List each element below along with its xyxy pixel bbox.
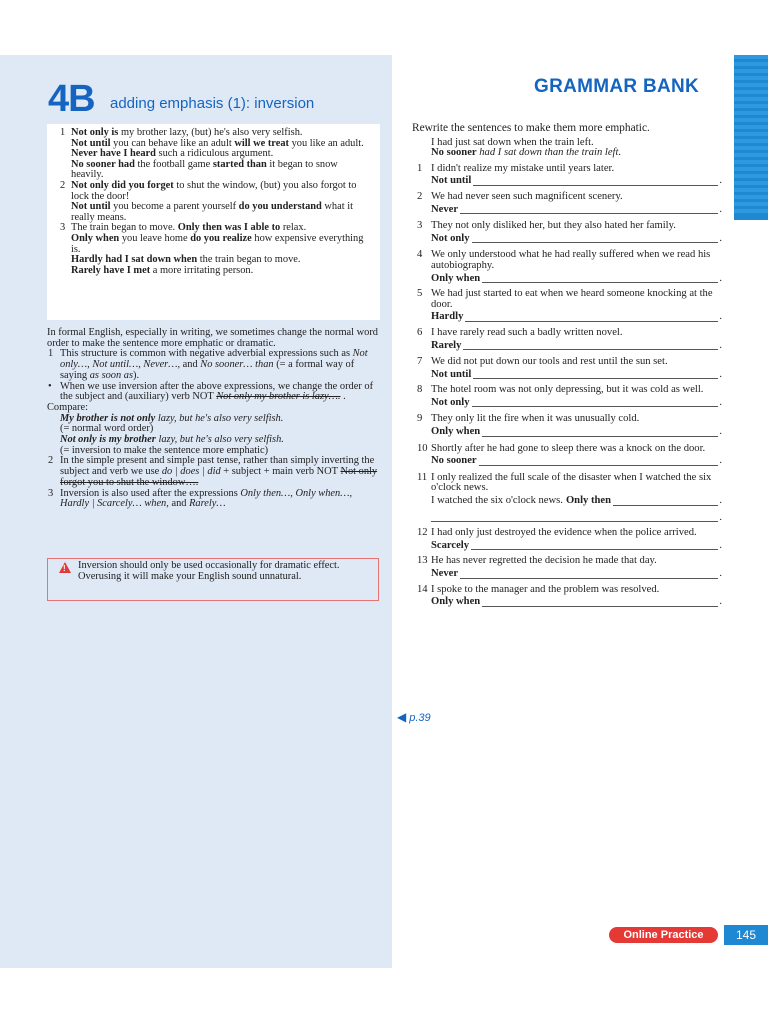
question-number: 12 xyxy=(417,527,428,539)
page-number: 145 xyxy=(724,925,768,945)
answer-line[interactable]: Only when . xyxy=(431,596,722,608)
example-line: Not only did you forget to shut the window, (but) you also forgot to lock the door! xyxy=(71,179,357,202)
exercise-question xyxy=(412,385,722,408)
question-number: 7 xyxy=(417,356,423,368)
example-line: Not until you can behave like an adult will we treat you like an adult. xyxy=(71,137,364,149)
question-number: 3 xyxy=(417,220,423,232)
answer-line[interactable]: I watched the six o'clock news. Only then . xyxy=(431,495,722,507)
back-arrow-icon: ◀ xyxy=(397,710,407,724)
answer-line[interactable]: Only when . xyxy=(431,272,722,284)
warning-box xyxy=(47,558,379,601)
compare-2: Not only is my brother lazy, but he's also very selfish. xyxy=(60,434,284,446)
example-group-3 xyxy=(61,223,370,276)
example-group-1 xyxy=(61,128,370,181)
answer-line[interactable]: Not until . xyxy=(431,175,722,187)
answer-blank[interactable] xyxy=(482,274,718,283)
example-line: The train began to move. Only then was I able to relax. xyxy=(71,222,307,234)
question-number: 6 xyxy=(417,326,423,338)
exercise-example: I had just sat down when the train left. No sooner had I sat down than the train left. xyxy=(431,136,622,159)
example-line: Only when you leave home do you realize how expensive everything is. xyxy=(71,232,364,255)
exercise xyxy=(412,123,722,608)
exercise-question xyxy=(412,585,722,608)
question-number: 2 xyxy=(417,190,423,202)
answer-blank[interactable] xyxy=(472,398,719,407)
warning-icon: ! xyxy=(59,562,71,573)
note-2: 2 In the simple present and simple past tense, rather than simply inverting the subject and verb we use do | does | did + subject + main verb NOT Not only forgot you to shut the window…. xyxy=(48,455,378,488)
question-text: We only understood what he had really suffered when we read his autobiography. xyxy=(431,249,711,271)
question-text: I spoke to the manager and the problem was resolved. xyxy=(431,583,660,595)
question-text: I didn't realize my mistake until years later. xyxy=(431,162,615,174)
exercise-question xyxy=(412,192,722,215)
warning-text: Inversion should only be used occasionally for dramatic effect. Overusing it will make your English sound unnatural. xyxy=(78,560,340,582)
question-text: They only lit the fire when it was unusually cold. xyxy=(431,413,640,425)
question-text: We did not put down our tools and rest until the sun set. xyxy=(431,356,668,368)
answer-blank[interactable] xyxy=(473,177,718,186)
answer-line[interactable]: Not until . xyxy=(431,368,722,380)
question-number: 11 xyxy=(417,471,428,483)
answer-blank[interactable] xyxy=(473,370,718,379)
question-number: 4 xyxy=(417,249,423,261)
question-number: 1 xyxy=(417,162,423,174)
answer-line[interactable]: Scarcely . xyxy=(431,539,722,551)
answer-line-extra[interactable]: . xyxy=(431,513,722,524)
exercise-instruction: Rewrite the sentences to make them more emphatic. xyxy=(412,122,650,134)
answer-line[interactable]: No sooner . xyxy=(431,455,722,467)
note-bullet: • When we use inversion after the above expressions, we change the order of the subject and (auxiliary) verb NOT Not only my brother is lazy…. . xyxy=(48,380,374,403)
grammar-notes xyxy=(47,328,380,510)
example-number: 3 xyxy=(60,222,66,234)
exercise-question xyxy=(412,473,722,523)
answer-line[interactable]: Never . xyxy=(431,568,722,579)
answer-blank[interactable] xyxy=(460,570,718,579)
online-practice-badge[interactable]: Online Practice xyxy=(609,927,718,943)
answer-blank[interactable] xyxy=(613,497,718,506)
exercise-question xyxy=(412,250,722,284)
note-3: 3 Inversion is also used after the expressions Only then…, Only when…, Hardly | Scarcely… when, and Rarely… xyxy=(48,487,353,510)
example-number: 2 xyxy=(60,179,66,191)
example-line: Never have I heard such a ridiculous argument. xyxy=(71,148,274,160)
question-number: 5 xyxy=(417,288,423,300)
exercise-question xyxy=(412,328,722,351)
exercise-question xyxy=(412,556,722,579)
answer-line[interactable]: Never . xyxy=(431,203,722,215)
exercise-question xyxy=(412,357,722,380)
answer-blank[interactable] xyxy=(479,457,719,466)
question-number: 14 xyxy=(417,583,428,595)
unit-code: 4B xyxy=(48,78,95,120)
question-text: We had never seen such magnificent scenery. xyxy=(431,190,623,202)
exercise-question xyxy=(412,164,722,187)
answer-blank[interactable] xyxy=(472,234,719,243)
exercise-question xyxy=(412,289,722,323)
unit-title: adding emphasis (1): inversion xyxy=(110,95,315,112)
example-line: Not only is my brother lazy, (but) he's also very selfish. xyxy=(71,127,303,138)
answer-line[interactable]: Hardly . xyxy=(431,311,722,323)
answer-blank[interactable] xyxy=(463,341,718,350)
exercise-question xyxy=(412,444,722,467)
compare-2-note: (= inversion to make the sentence more emphatic) xyxy=(60,444,269,456)
answer-blank[interactable] xyxy=(465,313,718,322)
exercise-question xyxy=(412,414,722,437)
example-line: Hardly had I sat down when the train began to move. xyxy=(71,254,301,266)
question-number: 8 xyxy=(417,384,423,396)
exercise-question xyxy=(412,221,722,244)
question-text: We had just started to eat when we heard someone knocking at the door. xyxy=(431,288,713,310)
question-text: I only realized the full scale of the disaster when I watched the six o'clock news. xyxy=(431,471,712,494)
answer-blank[interactable] xyxy=(471,541,718,550)
page-reference[interactable]: ◀ p.39 xyxy=(397,710,431,724)
example-group-2 xyxy=(61,181,370,223)
question-text: He has never regretted the decision he made that day. xyxy=(431,555,657,567)
note-1: 1 This structure is common with negative adverbial expressions such as Not only…, Not until…, Never…, and No sooner… than (= a formal way of saying as soon as). xyxy=(48,348,368,381)
grammar-bank-title: GRAMMAR BANK xyxy=(534,76,700,97)
answer-line[interactable]: Only when . xyxy=(431,426,722,438)
question-number: 13 xyxy=(417,555,428,567)
side-tab xyxy=(734,55,768,220)
compare-label: Compare: xyxy=(47,401,88,413)
compare-1-note: (= normal word order) xyxy=(60,423,154,435)
answer-blank[interactable] xyxy=(482,598,718,607)
question-number: 9 xyxy=(417,413,423,425)
example-line: No sooner had the football game started than it began to snow heavily. xyxy=(71,158,338,181)
question-text: I had only just destroyed the evidence when the police arrived. xyxy=(431,527,697,539)
question-text: They not only disliked her, but they also hated her family. xyxy=(431,220,676,232)
example-line: Not until you become a parent yourself do you understand what it really means. xyxy=(71,201,353,223)
compare-1: My brother is not only lazy, but he's also very selfish. xyxy=(60,412,284,424)
answer-blank[interactable] xyxy=(460,205,718,214)
examples-box xyxy=(47,124,380,320)
notes-intro: In formal English, especially in writing, we sometimes change the normal word order to make the sentence more emphatic or dramatic. xyxy=(47,327,378,349)
question-text: The hotel room was not only depressing, but it was cold as well. xyxy=(431,384,704,396)
question-text: I have rarely read such a badly written novel. xyxy=(431,326,623,338)
question-text: Shortly after he had gone to sleep there was a knock on the door. xyxy=(431,442,706,454)
answer-line[interactable]: Not only . xyxy=(431,232,722,244)
example-line: Rarely have I met a more irritating person. xyxy=(71,264,254,276)
answer-blank[interactable] xyxy=(482,428,718,437)
example-number: 1 xyxy=(60,127,66,138)
question-number: 10 xyxy=(417,442,428,454)
answer-line[interactable]: Rarely . xyxy=(431,339,722,351)
answer-line[interactable]: Not only . xyxy=(431,396,722,408)
exercise-question xyxy=(412,528,722,551)
